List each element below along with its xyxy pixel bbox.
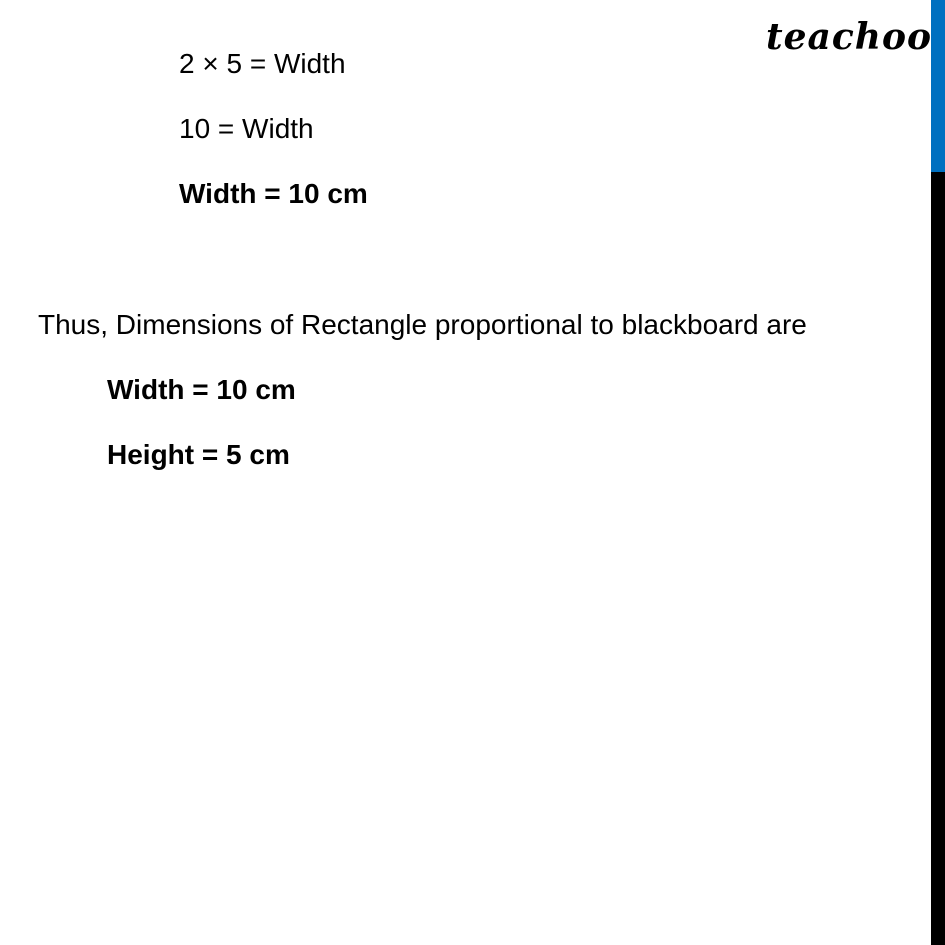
final-height: Height = 5 cm: [107, 439, 290, 470]
result-width: Width = 10 cm: [179, 178, 368, 209]
teachoo-logo: teachoo: [766, 16, 932, 58]
conclusion-text: Thus, Dimensions of Rectangle proportional to blackboard are: [38, 309, 807, 340]
equation-line: 2 × 5 = Width: [179, 48, 346, 79]
final-width: Width = 10 cm: [107, 374, 296, 405]
accent-bar: [931, 0, 945, 172]
equation-line: 10 = Width: [179, 113, 314, 144]
dark-bar: [931, 172, 945, 945]
